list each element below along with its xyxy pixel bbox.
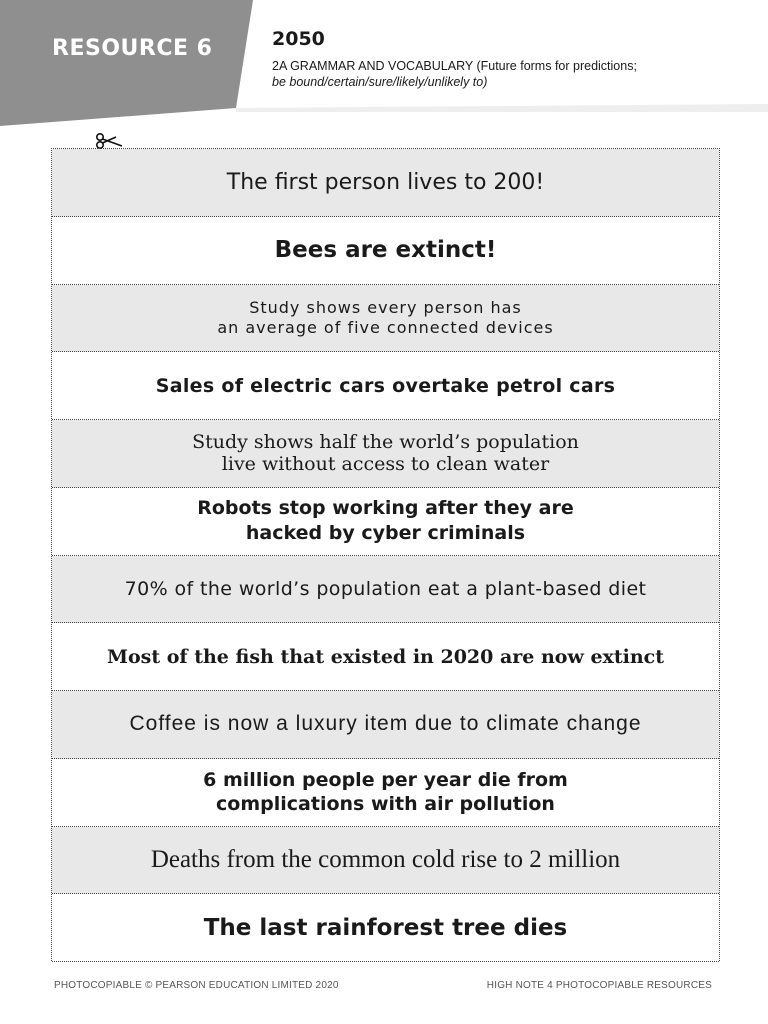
card-text: The first person lives to 200! xyxy=(226,169,545,195)
card-text: 70% of the world’s population eat a plant-based diet xyxy=(124,577,647,600)
card xyxy=(52,149,719,217)
resource-label: RESOURCE 6 xyxy=(52,36,213,61)
card-text: Coffee is now a luxury item due to climate change xyxy=(129,712,642,736)
card xyxy=(52,556,719,624)
footer-copyright: PHOTOCOPIABLE © PEARSON EDUCATION LIMITED 2020 xyxy=(54,980,339,991)
page-header-banner xyxy=(0,0,768,130)
card xyxy=(52,488,719,556)
card-text: Study shows half the world’s population live without access to clean water xyxy=(192,431,579,476)
unit-subtitle-line2: be bound/certain/sure/likely/unlikely to) xyxy=(272,75,488,89)
card-text: Deaths from the common cold rise to 2 million xyxy=(150,845,621,873)
unit-subtitle xyxy=(272,58,742,90)
card xyxy=(52,827,719,895)
card xyxy=(52,420,719,488)
card xyxy=(52,217,719,285)
prediction-cards xyxy=(51,148,720,961)
card-text: The last rainforest tree dies xyxy=(203,914,568,941)
footer-book-title: HIGH NOTE 4 PHOTOCOPIABLE RESOURCES xyxy=(486,980,712,991)
card xyxy=(52,352,719,420)
card xyxy=(52,691,719,759)
card-text: Sales of electric cars overtake petrol cars xyxy=(155,374,616,397)
card-text: 6 million people per year die from complications with air pollution xyxy=(203,769,568,816)
unit-subtitle-line1: 2A GRAMMAR AND VOCABULARY (Future forms for predictions; xyxy=(272,59,637,73)
card-text: Study shows every person has an average of five connected devices xyxy=(217,297,554,337)
card-text: Robots stop working after they are hacked by cyber criminals xyxy=(197,497,574,545)
card xyxy=(52,285,719,353)
unit-title: 2050 xyxy=(272,28,325,50)
card xyxy=(52,894,719,962)
card-text: Most of the fish that existed in 2020 are now extinct xyxy=(106,645,665,668)
card xyxy=(52,623,719,691)
card-text: Bees are extinct! xyxy=(274,237,497,264)
card xyxy=(52,759,719,827)
